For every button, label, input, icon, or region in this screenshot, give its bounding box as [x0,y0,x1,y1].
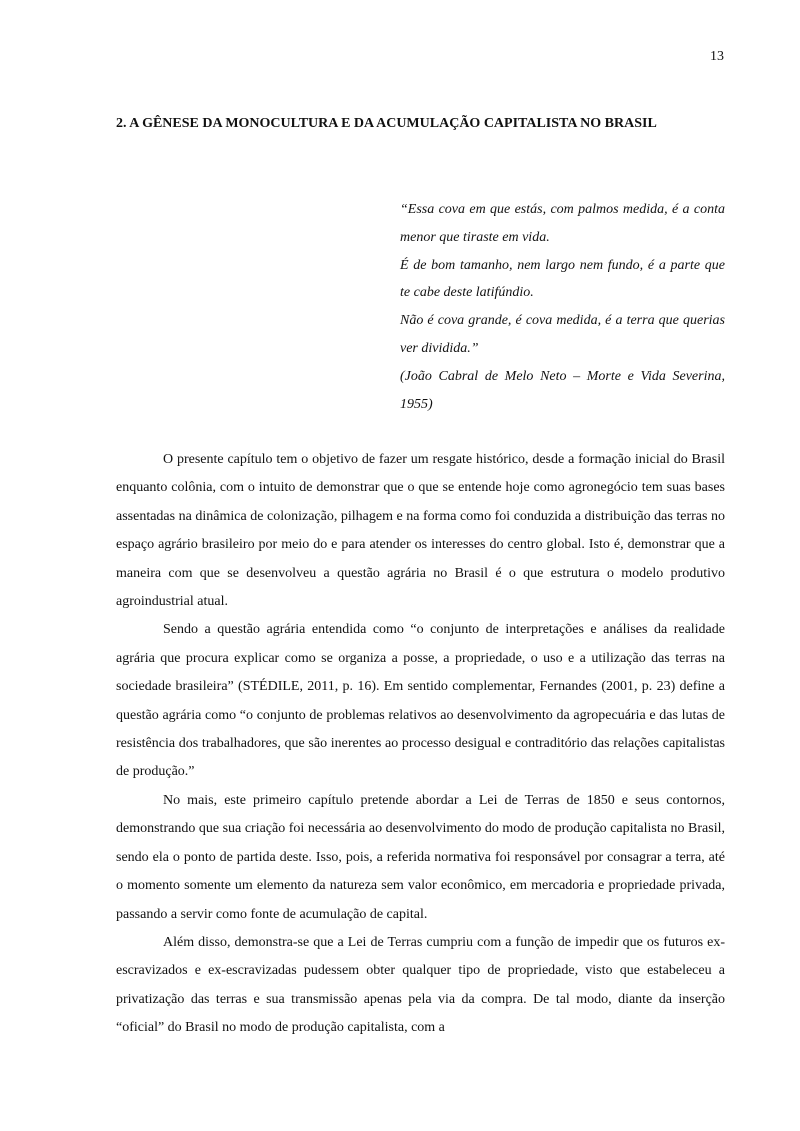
page-number: 13 [710,49,724,64]
body-paragraph: O presente capítulo tem o objetivo de fazer um resgate histórico, desde a formação inicial do Brasil enquanto colônia, com o intuito de demonstrar que o que se entende hoje como agronegócio tem suas bases assentadas na dinâmica de colonização, pilhagem e na forma como foi conduzida a distribuição das terras no espaço agrário brasileiro por meio do e para atender os interesses do centro global. Isto é, demonstrar que a maneira com que se desenvolveu a questão agrária no Brasil é o que estrutura o modelo produtivo agroindustrial atual. [116,452,725,610]
epigraph-citation: (João Cabral de Melo Neto – Morte e Vida Severina, 1955) [400,368,725,412]
chapter-title: 2. A GÊNESE DA MONOCULTURA E DA ACUMULAÇÃO CAPITALISTA NO BRASIL [116,116,657,131]
epigraph-line: Não é cova grande, é cova medida, é a terra que querias ver dividida.” [400,313,725,356]
epigraph-line: “Essa cova em que estás, com palmos medida, é a conta menor que tiraste em vida. [400,202,725,245]
body-paragraph: Além disso, demonstra-se que a Lei de Terras cumpriu com a função de impedir que os futuros ex-escravizados e ex-escravizadas pudessem obter qualquer tipo de propriedade, visto que estabeleceu a privatização das terras e sua transmissão apenas pela via da compra. De tal modo, diante da inserção “oficial” do Brasil no modo de produção capitalista, com a [116,934,725,1036]
body-paragraph: No mais, este primeiro capítulo pretende abordar a Lei de Terras de 1850 e seus contornos, demonstrando que sua criação foi necessária ao desenvolvimento do modo de produção capitalista no Brasil, sendo ela o ponto de partida deste. Isso, pois, a referida normativa foi responsável por consagrar a terra, até o momento somente um elemento da natureza sem valor econômico, em mercadoria e propriedade privada, passando a servir como fonte de acumulação de capital. [116,792,725,922]
body-text [116,446,725,1043]
body-paragraph: Sendo a questão agrária entendida como “o conjunto de interpretações e análises da realidade agrária que procura explicar como se organiza a posse, a propriedade, o uso e a utilização das terras na sociedade brasileira” (STÉDILE, 2011, p. 16). Em sentido complementar, Fernandes (2001, p. 23) define a questão agrária como “o conjunto de problemas relativos ao desenvolvimento da agropecuária e das lutas de resistência dos trabalhadores, que são inerentes ao processo desigual e contraditório das relações capitalistas de produção.” [116,622,725,780]
epigraph-line: É de bom tamanho, nem largo nem fundo, é a parte que te cabe deste latifúndio. [400,257,725,301]
epigraph [400,196,725,418]
